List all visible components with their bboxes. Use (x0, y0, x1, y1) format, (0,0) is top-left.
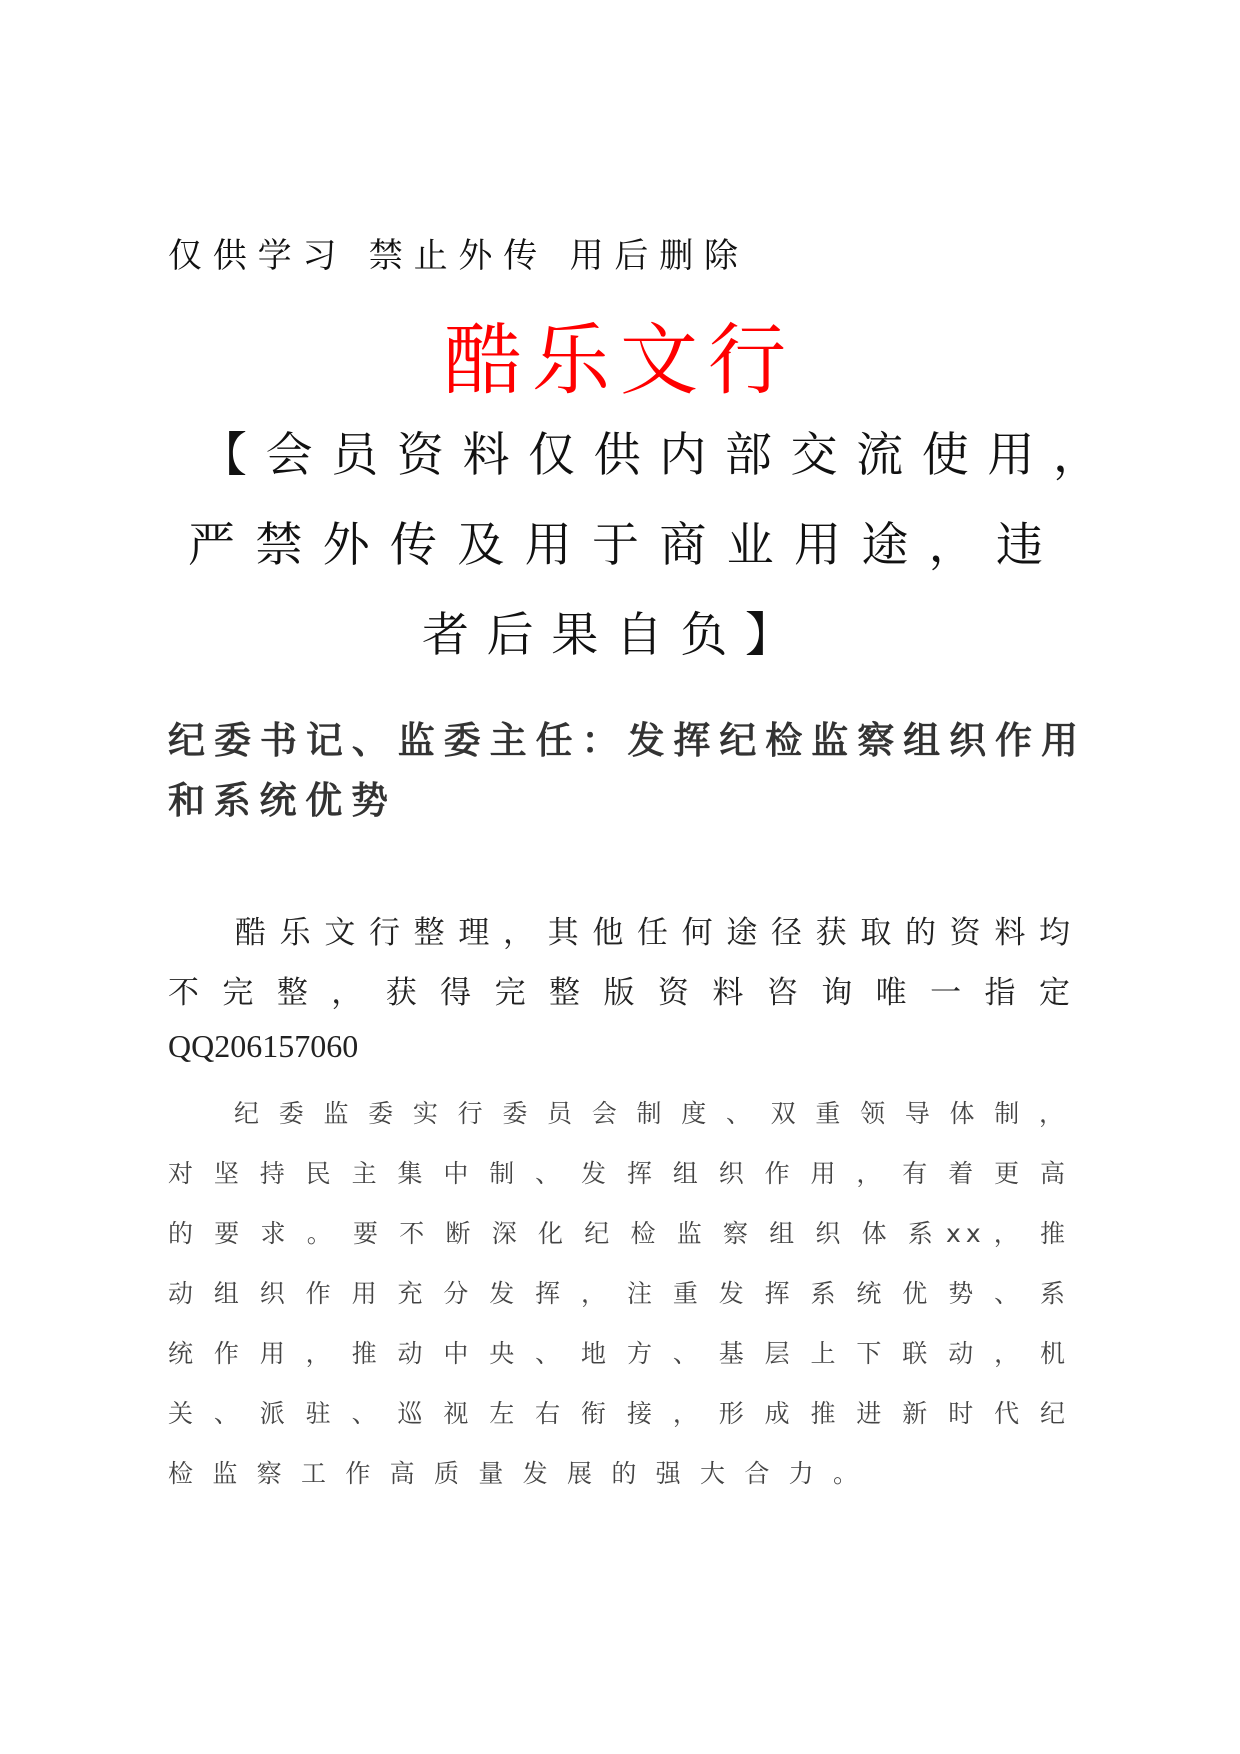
brand-title: 酷乐文行 (443, 316, 796, 406)
warning-line-1: 【 会 员 资 料 仅 供 内 部 交 流 使 用 ， (200, 428, 1100, 483)
article-heading-line-1: 纪 委 书 记 、 监 委 主 任 ： 发 挥 纪 检 监 察 组 织 作 用 (168, 719, 1078, 762)
warning-line-3: 者 后 果 自 负 】 (422, 608, 792, 663)
notice-text: 仅供学习 禁止外传 用后删除 (168, 236, 738, 276)
body-line-2: 对 坚 持 民 主 集 中 制 、 发 挥 组 织 作 用 ， 有 着 更 高 (168, 1159, 1065, 1188)
warning-line-2: 严 禁 外 传 及 用 于 商 业 用 途 ， 违 (188, 518, 1043, 573)
intro-line-2: 不 完 整 ， 获 得 完 整 版 资 料 咨 询 唯 一 指 定 (168, 975, 1070, 1011)
article-heading-line-2: 和系统优势 (168, 779, 388, 822)
intro-line-3: QQ206157060 (168, 1028, 359, 1064)
body-line-4: 动 组 织 作 用 充 分 发 挥 ， 注 重 发 挥 系 统 优 势 、 系 (168, 1279, 1065, 1308)
intro-line-1: 酷 乐 文 行 整 理 ， 其 他 任 何 途 径 获 取 的 资 料 均 (235, 915, 1070, 951)
body-line-7: 检 监 察 工 作 高 质 量 发 展 的 强 大 合 力 。 (168, 1459, 858, 1488)
body-line-3: 的 要 求 。 要 不 断 深 化 纪 检 监 察 组 织 体 系 x x ， 推 (168, 1219, 1065, 1248)
body-line-6: 关 、 派 驻 、 巡 视 左 右 衔 接 ， 形 成 推 进 新 时 代 纪 (168, 1399, 1065, 1428)
body-line-1: 纪 委 监 委 实 行 委 员 会 制 度 、 双 重 领 导 体 制 ， (234, 1099, 1064, 1128)
body-line-5: 统 作 用 ， 推 动 中 央 、 地 方 、 基 层 上 下 联 动 ， 机 (168, 1339, 1065, 1368)
